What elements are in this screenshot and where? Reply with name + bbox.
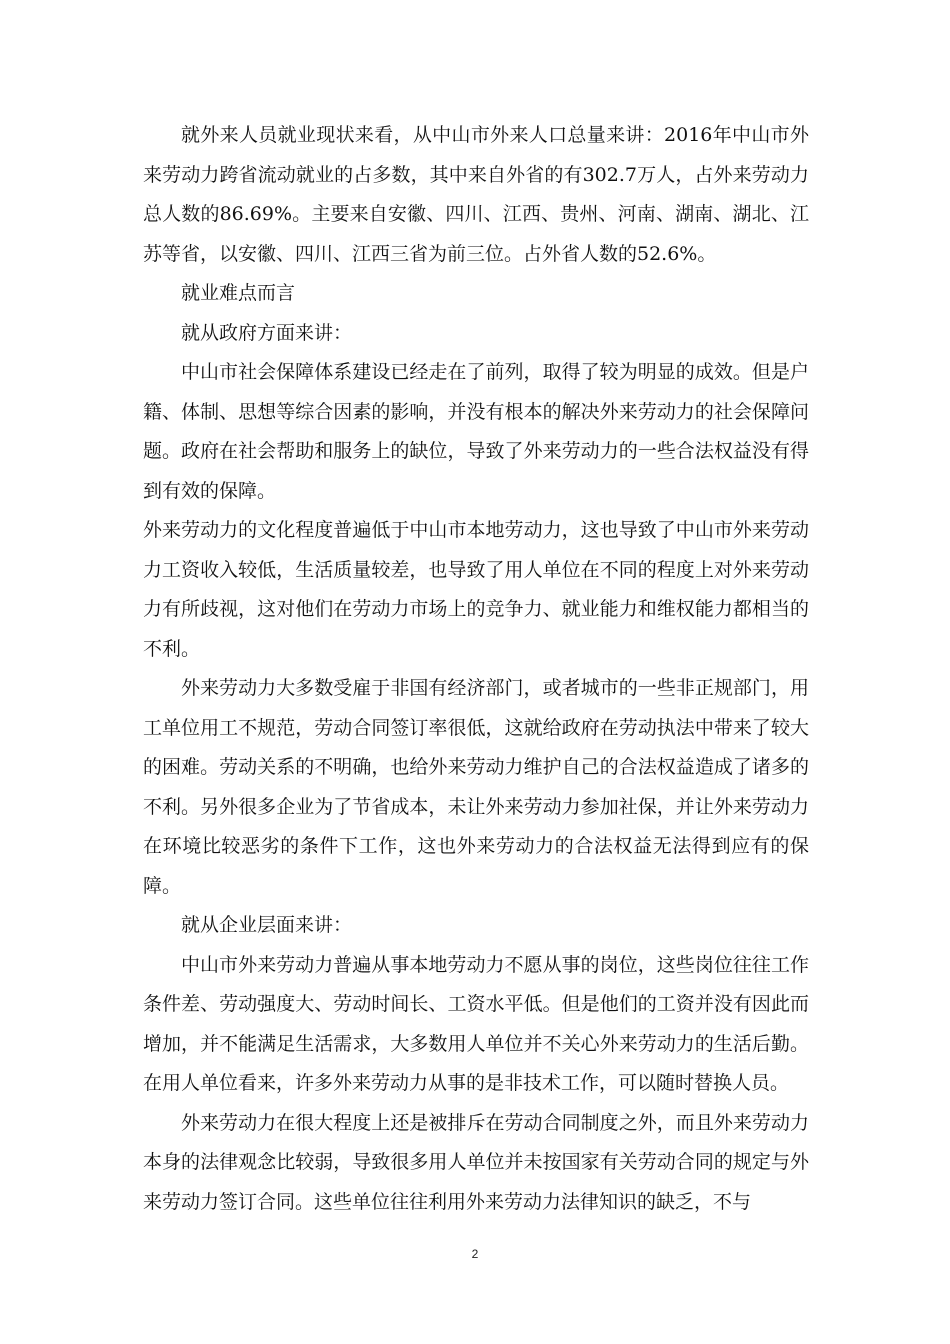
paragraph-education-level: 外来劳动力的文化程度普遍低于中山市本地劳动力，这也导致了中山市外来劳动力工资收入较低，生活质量较差，也导致了用人单位在不同的程度上对外来劳动力有所歧视，这对他们在劳动力市场上的竞争力、就业能力和维权能力都相当的不利。 bbox=[143, 519, 809, 660]
paragraph-social-security: 中山市社会保障体系建设已经走在了前列，取得了较为明显的成效。但是户籍、体制、思想等综合因素的影响，并没有根本的解决外来劳动力的社会保障问题。政府在社会帮助和服务上的缺位，导致了外来劳动力的一些合法权益没有得到有效的保障。 bbox=[143, 361, 809, 502]
paragraph-labor-contracts: 外来劳动力在很大程度上还是被排斥在劳动合同制度之外，而且外来劳动力本身的法律观念比较弱，导致很多用人单位并未按国家有关劳动合同的规定与外来劳动力签订合同。这些单位往往利用外来劳动力法律知识的缺乏，不与 bbox=[143, 1111, 809, 1213]
page-number: 2 bbox=[471, 1247, 479, 1261]
heading-enterprise-aspect: 就从企业层面来讲： bbox=[181, 914, 353, 936]
body-text bbox=[143, 116, 809, 1222]
heading-employment-difficulties: 就业难点而言 bbox=[181, 282, 296, 304]
paragraph-non-state-employment: 外来劳动力大多数受雇于非国有经济部门，或者城市的一些非正规部门，用工单位用工不规范，劳动合同签订率很低，这就给政府在劳动执法中带来了较大的困难。劳动关系的不明确，也给外来劳动力维护自己的合法权益造成了诸多的不利。另外很多企业为了节省成本，未让外来劳动力参加社保，并让外来劳动力在环境比较恶劣的条件下工作，这也外来劳动力的合法权益无法得到应有的保障。 bbox=[143, 677, 809, 897]
paragraph-employment-status: 就外来人员就业现状来看，从中山市外来人口总量来讲：2016年中山市外来劳动力跨省流动就业的占多数，其中来自外省的有302.7万人，占外来劳动力总人数的86.69%。主要来自安徽、四川、江西、贵州、河南、湖南、湖北、江苏等省，以安徽、四川、江西三省为前三位。占外省人数的52.6%。 bbox=[143, 124, 809, 265]
heading-government-aspect: 就从政府方面来讲： bbox=[181, 321, 353, 344]
paragraph-job-conditions: 中山市外来劳动力普遍从事本地劳动力不愿从事的岗位，这些岗位往往工作条件差、劳动强度大、劳动时间长、工资水平低。但是他们的工资并没有因此而增加，并不能满足生活需求，大多数用人单位并不关心外来劳动力的生活后勤。在用人单位看来，许多外来劳动力从事的是非技术工作，可以随时替换人员。 bbox=[143, 953, 809, 1094]
